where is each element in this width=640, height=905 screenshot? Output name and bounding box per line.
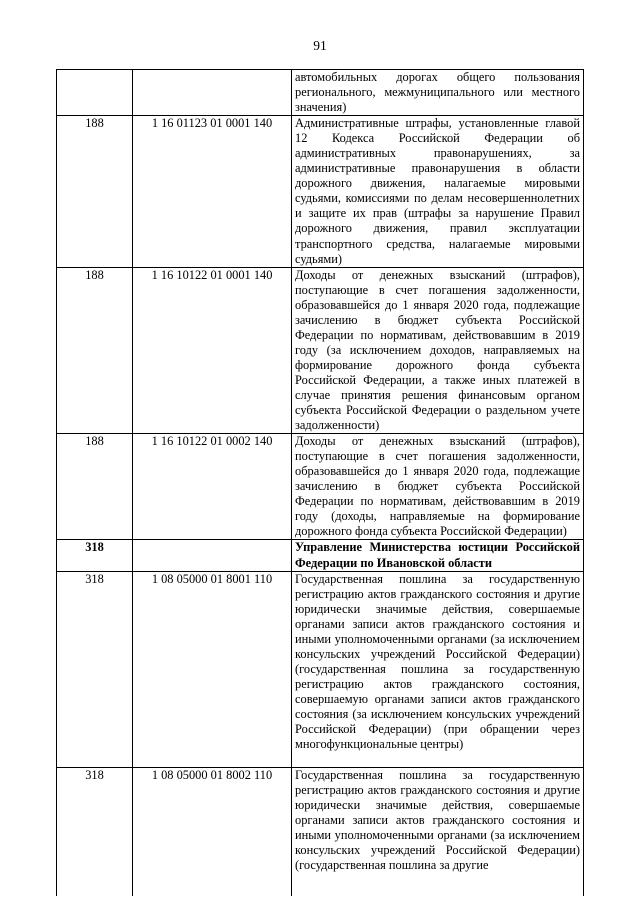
table-row [57, 70, 584, 116]
section-title-cell: Управление Министерства юстиции Российской Федерации по Ивановской области [292, 540, 584, 571]
table-row [57, 116, 584, 267]
budget-code-cell: 1 16 01123 01 0001 140 [133, 116, 292, 267]
admin-code-cell [57, 70, 133, 116]
description-cell: Государственная пошлина за государственную регистрацию актов гражданского состояния и другие юридически значимые действия, совершаемые органами записи актов гражданского состояния и иными уполномоченными органами (за исключением консульских учреждений Российской Федерации) (государственная пошлина за государственную регистрацию актов гражданского состояния, совершаемую органами записи актов гражданского состояния (за исключением консульских учреждений Российской Федерации) (при обращении через многофункциональные центры) [292, 571, 584, 767]
admin-code-cell: 188 [57, 116, 133, 267]
admin-code-cell: 318 [57, 540, 133, 571]
budget-code-cell: 1 16 10122 01 0002 140 [133, 434, 292, 540]
description-cell: Доходы от денежных взысканий (штрафов), поступающие в счет погашения задолженности, образовавшейся до 1 января 2020 года, подлежащие зачислению в бюджет субъекта Российской Федерации по нормативам, действовавшим в 2019 году (доходы, направляемые на формирование дорожного фонда субъекта Российской Федерации) [292, 434, 584, 540]
page-number: 91 [313, 38, 327, 53]
table-row [57, 571, 584, 767]
admin-code-cell: 318 [57, 571, 133, 767]
budget-code-cell: 1 08 05000 01 8002 110 [133, 767, 292, 896]
admin-code-cell: 318 [57, 767, 133, 896]
table-row [57, 434, 584, 540]
budget-code-cell [133, 70, 292, 116]
revenue-codes-table [56, 69, 584, 896]
admin-code-cell: 188 [57, 267, 133, 434]
section-header-row [57, 540, 584, 571]
description-cell: Государственная пошлина за государственную регистрацию актов гражданского состояния и другие юридически значимые действия, совершаемые органами записи актов гражданского состояния и иными уполномоченными органами (за исключением консульских учреждений Российской Федерации) (государственная пошлина за другие [292, 767, 584, 896]
description-cell: Доходы от денежных взысканий (штрафов), поступающие в счет погашения задолженности, образовавшейся до 1 января 2020 года, подлежащие зачислению в бюджет субъекта Российской Федерации по нормативам, действовавшим в 2019 году (за исключением доходов, направляемых на формирование дорожного фонда субъекта Российской Федерации, а также иных платежей в случае принятия решения финансовым органом субъекта Российской Федерации о раздельном учете задолженности) [292, 267, 584, 434]
budget-code-cell: 1 16 10122 01 0001 140 [133, 267, 292, 434]
admin-code-cell: 188 [57, 434, 133, 540]
budget-code-cell: 1 08 05000 01 8001 110 [133, 571, 292, 767]
table-row [57, 767, 584, 896]
description-cell: Административные штрафы, установленные главой 12 Кодекса Российской Федерации об административных правонарушениях, за административные правонарушения в области дорожного движения, налагаемые мировыми судьями, комиссиями по делам несовершеннолетних и защите их прав (штрафы за нарушение Правил дорожного движения, правил эксплуатации транспортного средства, налагаемые мировыми судьями) [292, 116, 584, 267]
description-cell: автомобильных дорогах общего пользования регионального, межмуниципального или местного значения) [292, 70, 584, 116]
budget-code-cell [133, 540, 292, 571]
table-row [57, 267, 584, 434]
